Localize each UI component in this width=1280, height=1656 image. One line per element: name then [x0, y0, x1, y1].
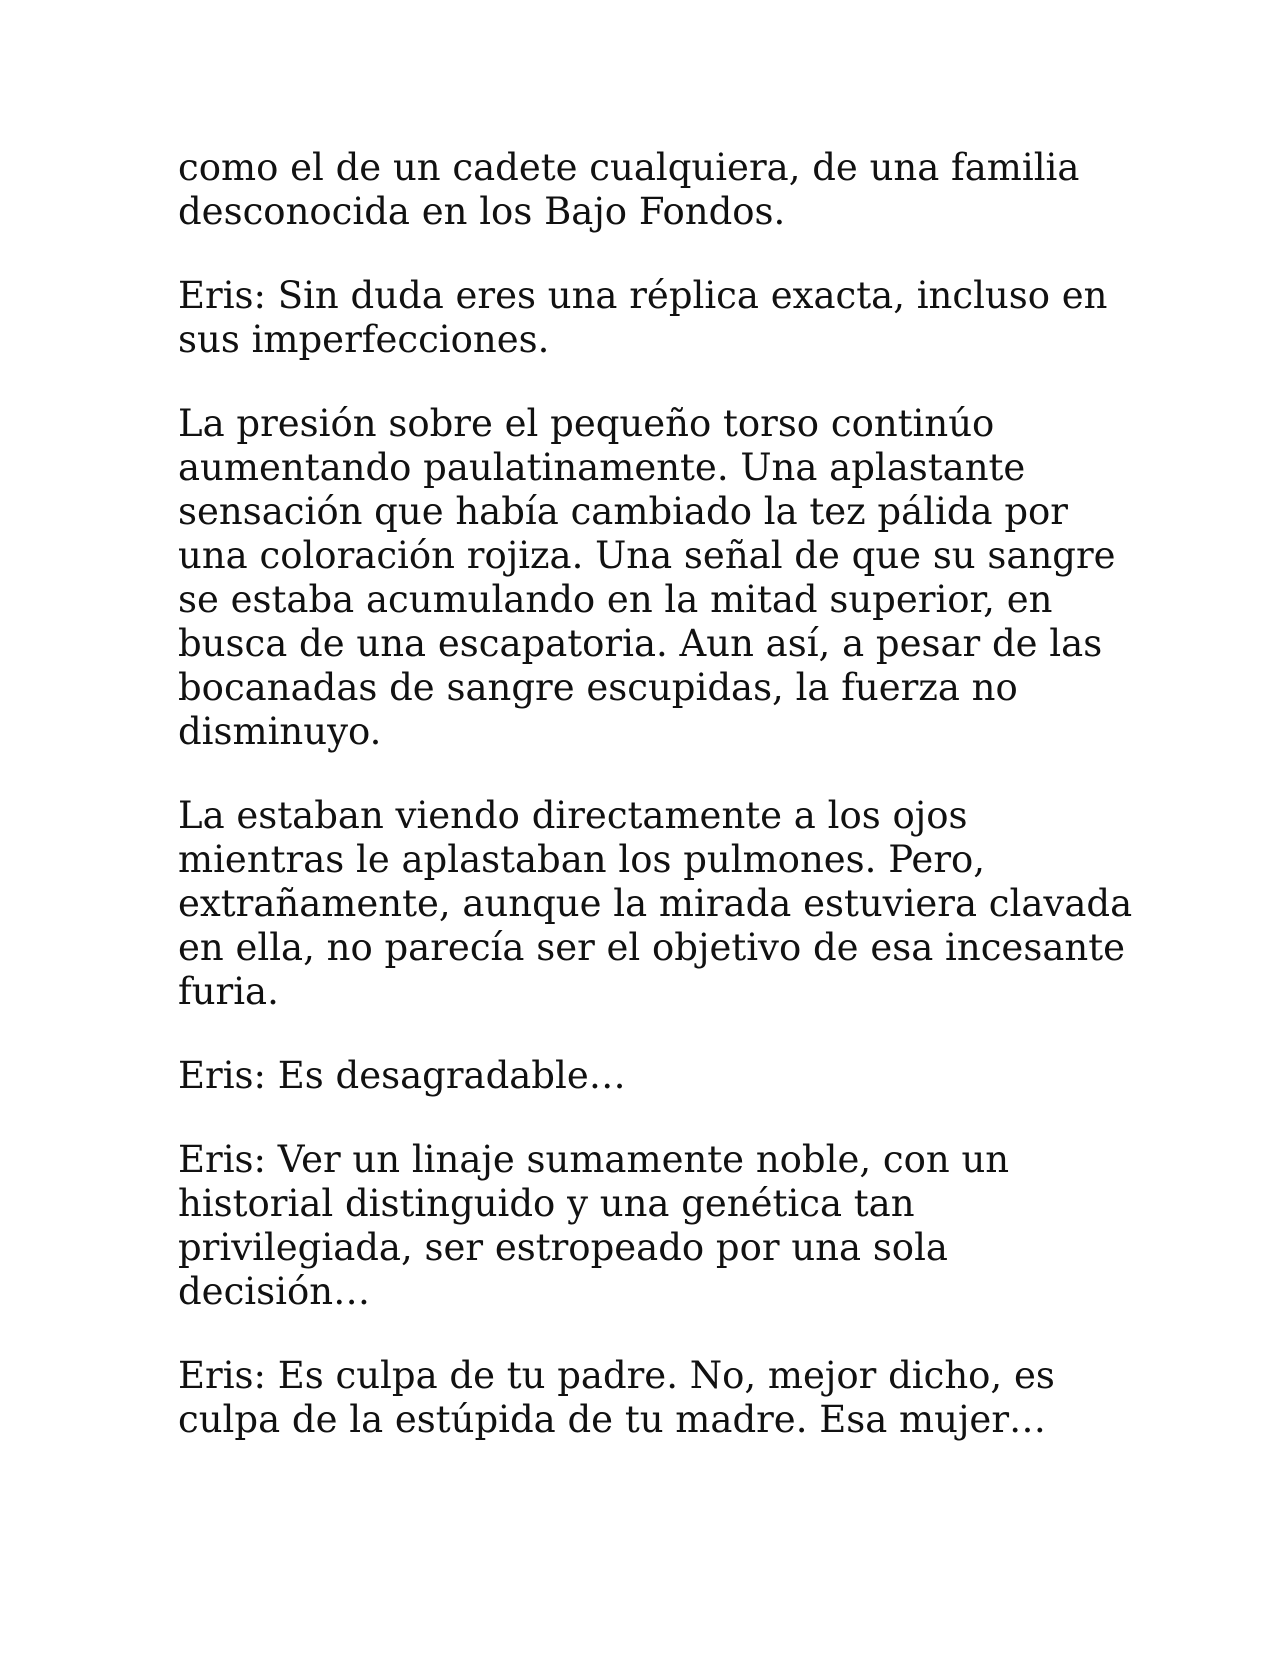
text-line: sus imperfecciones. — [178, 318, 550, 361]
text-line: disminuyo. — [178, 710, 382, 753]
paragraph-7 — [178, 1354, 1118, 1442]
paragraph-6 — [178, 1138, 1118, 1314]
text-line: extrañamente, aunque la mirada estuviera clavada — [178, 882, 1133, 925]
text-column — [178, 146, 1133, 1482]
text-line: La estaban viendo directamente a los ojos — [178, 794, 968, 837]
text-line: Eris: Ver un linaje sumamente noble, con un — [178, 1138, 1010, 1181]
paragraph-1 — [178, 146, 1118, 234]
text-line: historial distinguido y una genética tan — [178, 1182, 915, 1225]
text-line: una coloración rojiza. Una señal de que su sangre — [178, 534, 1116, 577]
text-line: desconocida en los Bajo Fondos. — [178, 190, 786, 233]
text-line: Eris: Sin duda eres una réplica exacta, incluso en — [178, 274, 1108, 317]
paragraph-5 — [178, 1054, 1118, 1098]
text-line: furia. — [178, 970, 279, 1013]
text-line: mientras le aplastaban los pulmones. Pero, — [178, 838, 986, 881]
text-line: como el de un cadete cualquiera, de una familia — [178, 146, 1080, 189]
text-line: Eris: Es culpa de tu padre. No, mejor dicho, es — [178, 1354, 1055, 1397]
text-line: decisión… — [178, 1270, 371, 1313]
paragraph-3 — [178, 402, 1118, 754]
paragraph-2 — [178, 274, 1118, 362]
text-line: aumentando paulatinamente. Una aplastante — [178, 446, 1026, 489]
text-line: culpa de la estúpida de tu madre. Esa mujer… — [178, 1398, 1047, 1441]
paragraph-4 — [178, 794, 1133, 1014]
text-line: en ella, no parecía ser el objetivo de esa incesante — [178, 926, 1125, 969]
text-line: bocanadas de sangre escupidas, la fuerza no — [178, 666, 1018, 709]
text-line: se estaba acumulando en la mitad superior, en — [178, 578, 1053, 621]
text-line: busca de una escapatoria. Aun así, a pesar de las — [178, 622, 1103, 665]
text-line: sensación que había cambiado la tez pálida por — [178, 490, 1068, 533]
text-line: La presión sobre el pequeño torso continúo — [178, 402, 995, 445]
text-line: privilegiada, ser estropeado por una sola — [178, 1226, 948, 1269]
text-line: Eris: Es desagradable… — [178, 1054, 626, 1097]
